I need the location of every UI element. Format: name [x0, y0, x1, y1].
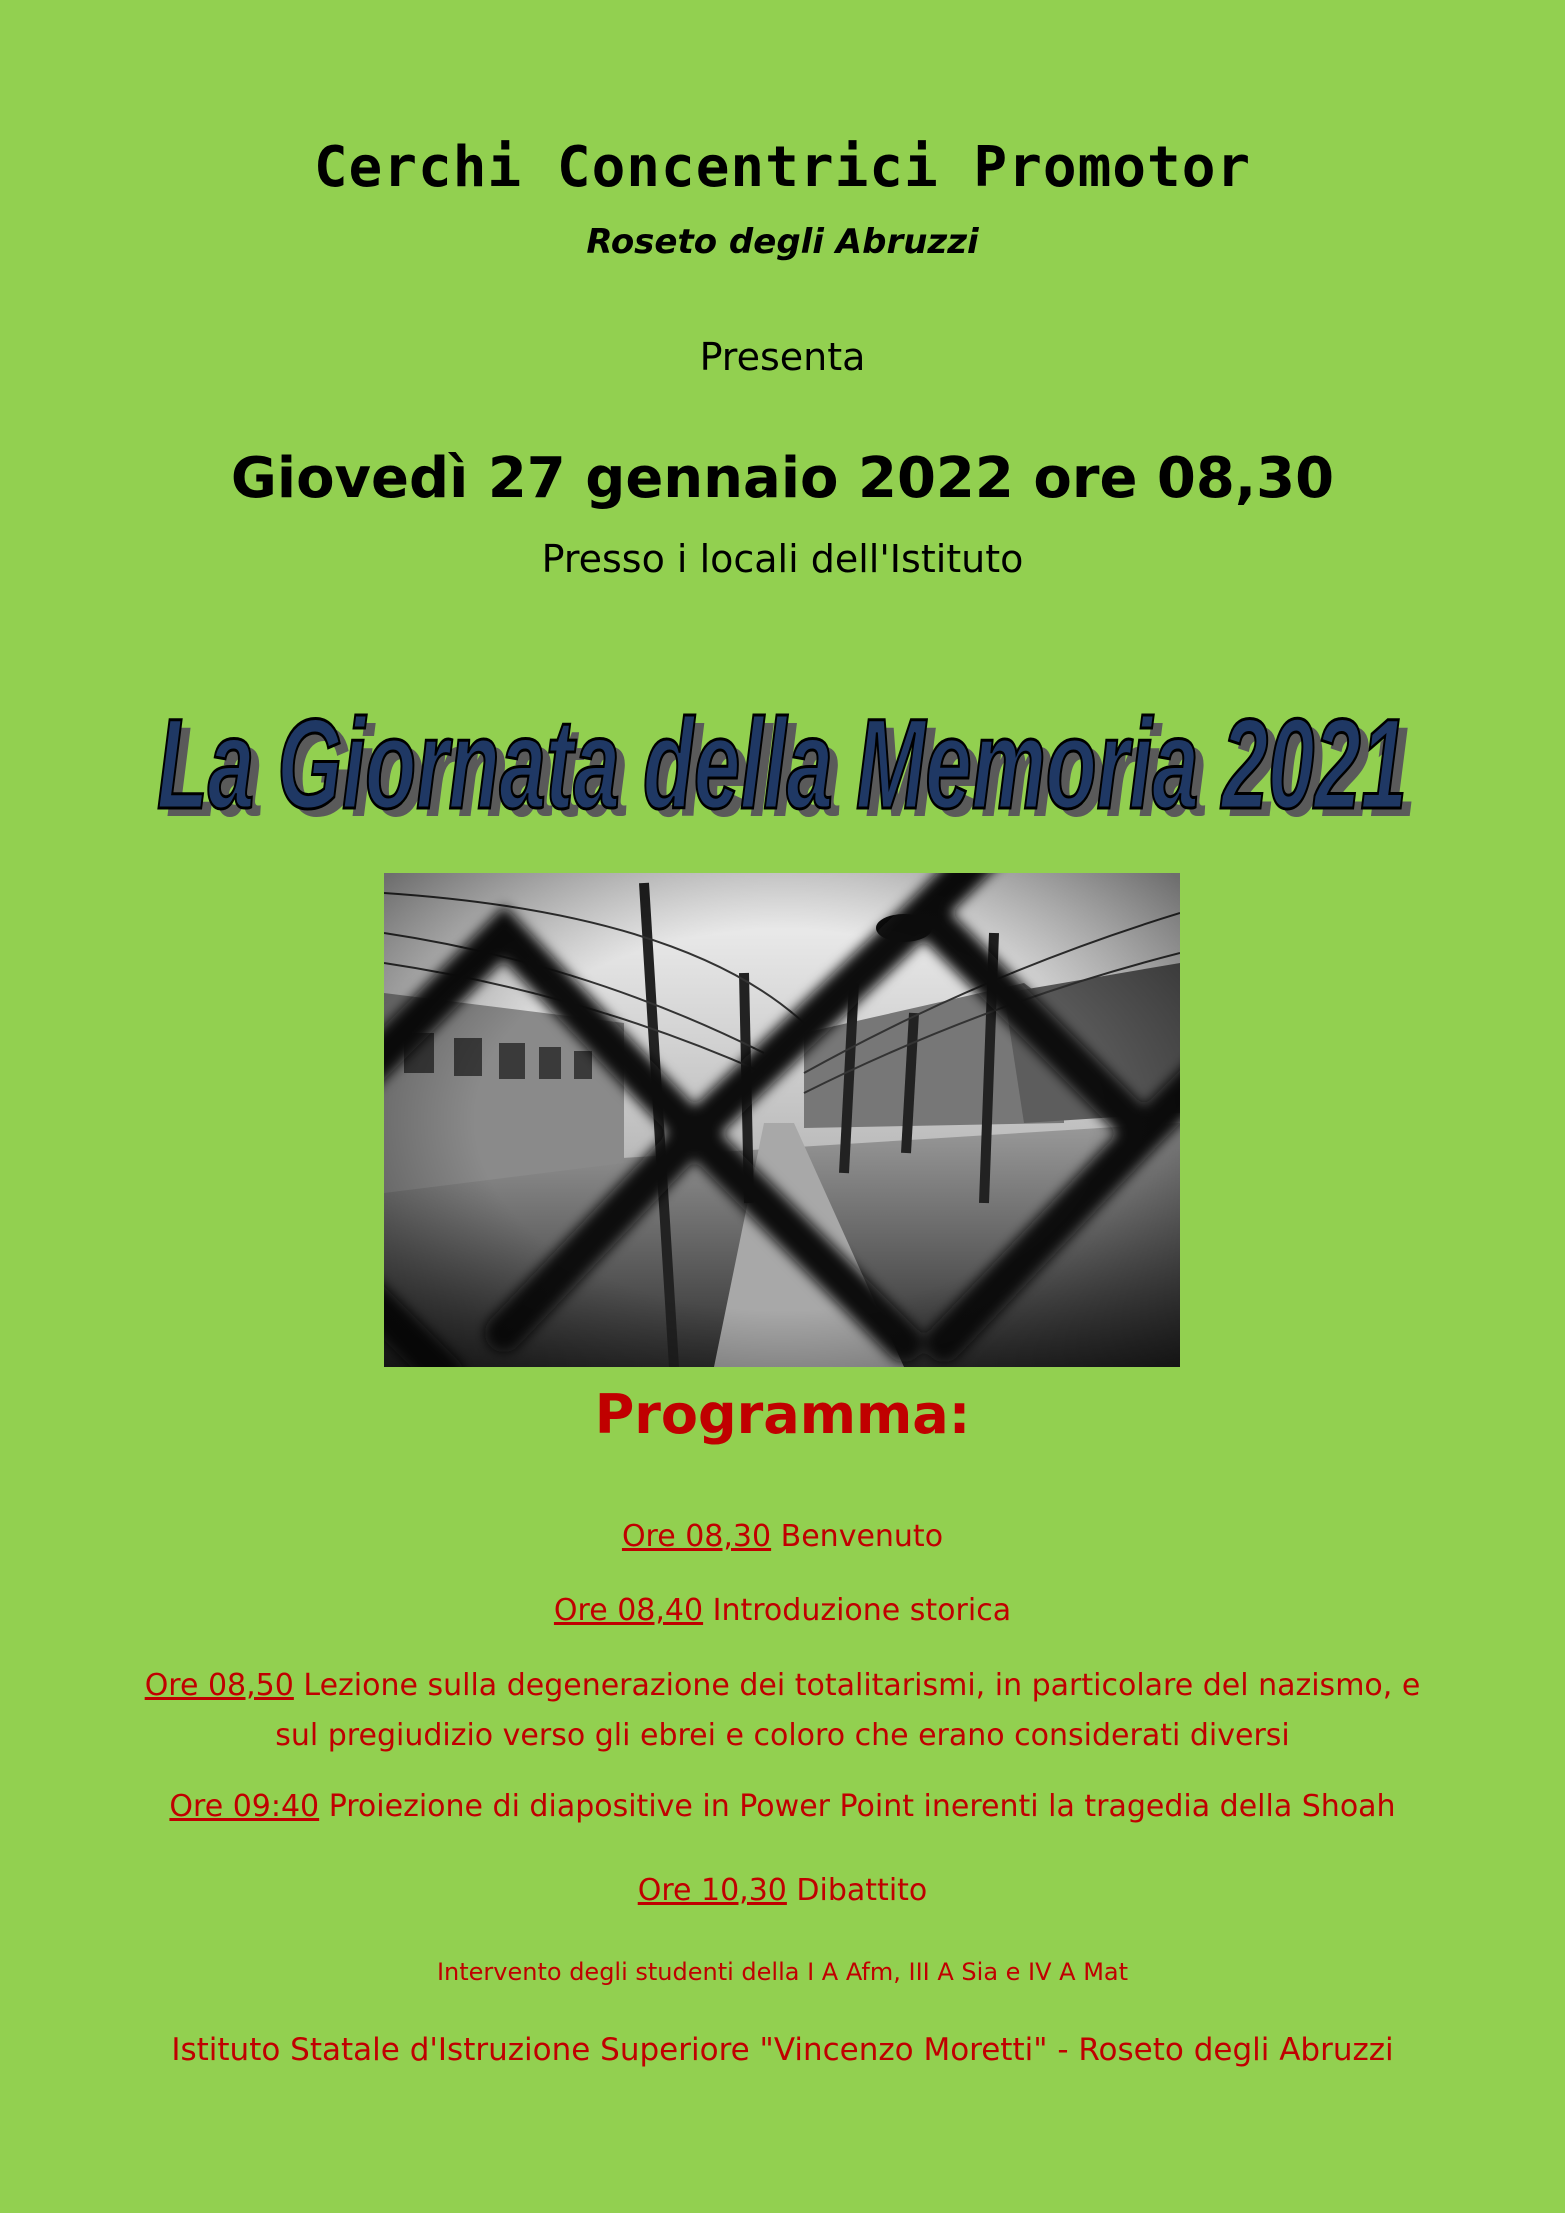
- event-location: Presso i locali dell'Istituto: [541, 537, 1024, 581]
- program-item-time: Ore 08,30: [621, 1519, 772, 1554]
- program-item-time: Ore 08,40: [553, 1593, 704, 1628]
- program-item-time: Ore 08,50: [144, 1668, 294, 1703]
- program-item: [120, 1661, 1445, 1761]
- presents-label: Presenta: [699, 335, 866, 379]
- program-item: [120, 1512, 1445, 1562]
- program-item: [120, 1782, 1445, 1832]
- headline-text: La Giornata della Memoria 2021: [157, 693, 1407, 836]
- program-item-text: Benvenuto: [771, 1519, 944, 1554]
- headline-wordart: [0, 664, 1565, 844]
- program-item-text: Introduzione storica: [703, 1593, 1012, 1628]
- headline-shadow: La Giornata della Memoria 2021: [166, 701, 1416, 844]
- program-item-time: Ore 10,30: [637, 1873, 787, 1908]
- organization-city: Roseto degli Abruzzi: [586, 222, 979, 262]
- program-item: [120, 1866, 1445, 1916]
- event-date: Giovedì 27 gennaio 2022 ore 08,30: [230, 446, 1335, 511]
- organization-name: Cerchi Concentrici Promotor: [313, 135, 1252, 200]
- program-item-text: Proiezione di diapositive in Power Point inerenti la tragedia della Shoah: [319, 1789, 1396, 1824]
- students-note: Intervento degli studenti della I A Afm, III A Sia e IV A Mat: [436, 1958, 1129, 1986]
- program-item-text: Lezione sulla degenerazione dei totalitarismi, in particolare del nazismo, e sul pregiudizio verso gli ebrei e coloro che erano considerati diversi: [275, 1668, 1421, 1753]
- program-item-text: Dibattito: [786, 1873, 928, 1908]
- program-item: [120, 1586, 1445, 1636]
- program-title: Programma:: [594, 1383, 971, 1446]
- program-item-time: Ore 09:40: [169, 1789, 320, 1824]
- camp-fence-photo: [384, 873, 1180, 1367]
- school-name: Istituto Statale d'Istruzione Superiore "Vincenzo Moretti" - Roseto degli Abruzzi: [171, 2032, 1394, 2068]
